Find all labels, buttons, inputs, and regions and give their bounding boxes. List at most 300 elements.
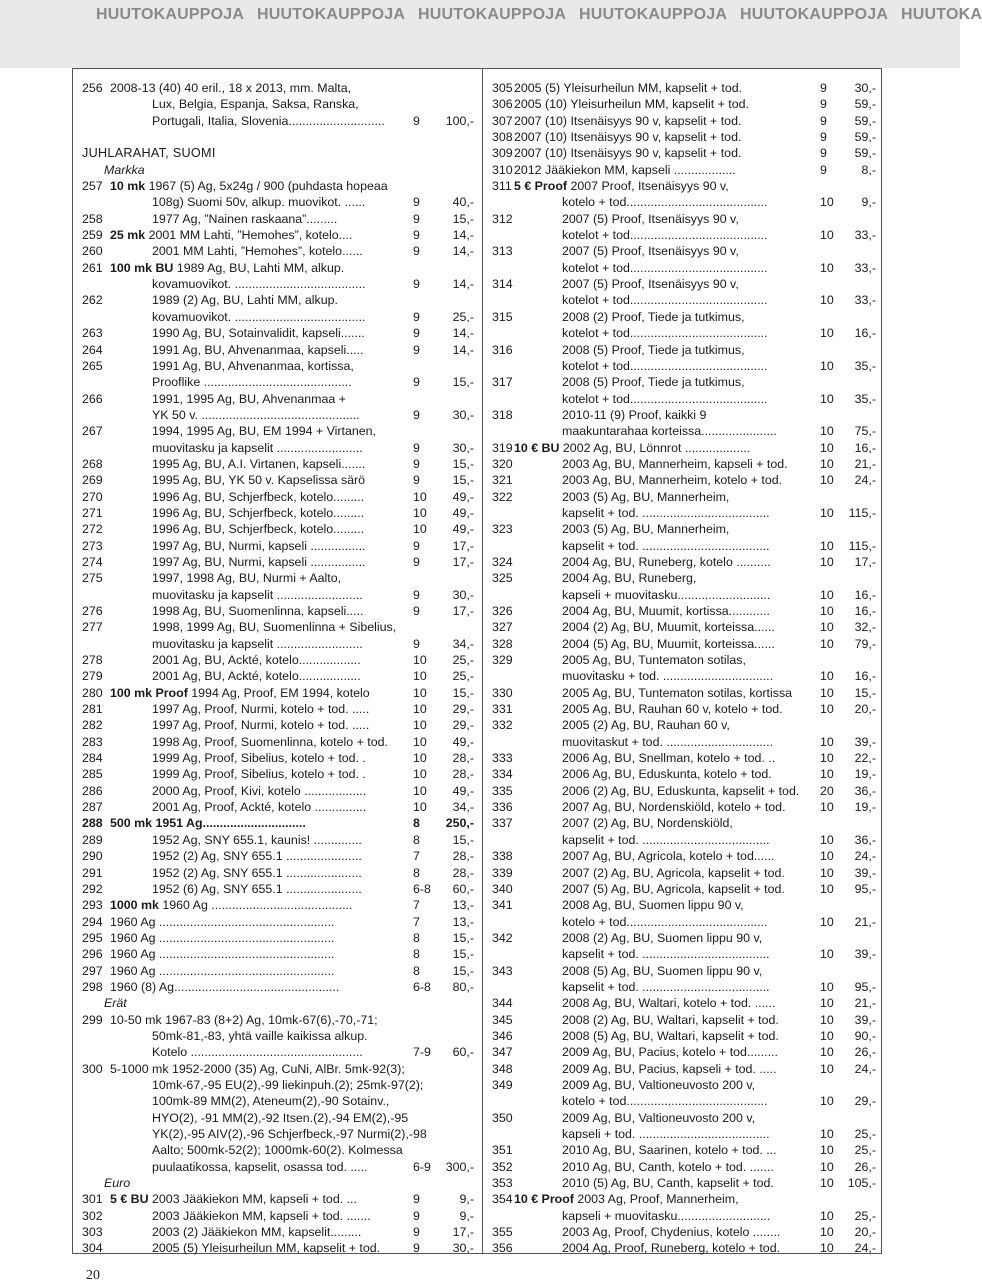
lot-row xyxy=(82,1061,474,1077)
lot-description-text: puulaatikossa, kapselit, osassa tod. ..... xyxy=(152,1159,368,1174)
lot-description-text: 1998, 1999 Ag, BU, Suomenlinna + Sibelius, xyxy=(152,620,397,635)
lot-condition: 10 xyxy=(413,800,427,815)
lot-description xyxy=(562,685,832,701)
lot-description xyxy=(562,358,832,374)
lot-condition: 10 xyxy=(413,751,427,766)
lot-description-text: 100mk-89 MM(2), Ateneum(2),-90 Sotainv., xyxy=(152,1094,390,1109)
lot-row-continuation xyxy=(492,391,876,407)
lot-description-text: .............................. xyxy=(202,816,306,831)
lot-row xyxy=(82,391,474,407)
lot-description xyxy=(152,750,420,766)
lot-row-continuation xyxy=(82,1093,474,1109)
lot-row xyxy=(492,243,876,259)
lot-number: 285 xyxy=(82,767,103,782)
lot-number: 309 xyxy=(492,146,513,161)
lot-price: 19,- xyxy=(854,800,876,815)
lot-description-text: 1960 Ag ................................................... xyxy=(110,914,335,929)
lot-description-text: 108g) Suomi 50v, alkup. muovikot. ...... xyxy=(152,195,366,210)
lot-description xyxy=(152,489,420,505)
lot-number: 299 xyxy=(82,1012,103,1027)
lot-price: 16,- xyxy=(854,326,876,341)
lot-description xyxy=(152,717,420,733)
lot-number: 287 xyxy=(82,800,103,815)
lot-price: 29,- xyxy=(452,702,474,717)
lot-price: 16,- xyxy=(854,604,876,618)
lot-row xyxy=(82,603,474,619)
lot-description xyxy=(152,1044,420,1060)
lot-description-text: muovitasku + tod. ................................ xyxy=(562,669,774,684)
lot-description-text: YK(2),-95 AIV(2),-96 Schjerfbeck,-97 Nurmi(2),-98 xyxy=(152,1127,427,1141)
lot-number: 322 xyxy=(492,489,513,504)
lot-condition: 9 xyxy=(820,130,827,145)
lot-description-text: 1998 Ag, BU, Suomenlinna, kapseli..... xyxy=(152,604,364,618)
lot-description xyxy=(562,946,832,962)
lot-number: 329 xyxy=(492,653,513,668)
lot-row xyxy=(492,701,876,717)
lot-row-continuation xyxy=(82,113,474,129)
lot-price: 14,- xyxy=(452,228,474,243)
lot-condition: 10 xyxy=(820,391,834,406)
lot-condition: 10 xyxy=(413,653,427,668)
lot-description xyxy=(152,587,420,603)
denomination-label: 10 € BU xyxy=(514,440,560,455)
lot-description-text: 2008 Ag, BU, Waltari, kotelo + tod. ...... xyxy=(562,996,776,1011)
lot-row xyxy=(492,1175,876,1191)
lot-description xyxy=(562,1159,832,1175)
lot-description-text: kotelo + tod......................................... xyxy=(562,195,768,210)
lot-description-text: 1999 Ag, Proof, Sibelius, kotelo + tod. . xyxy=(152,767,366,782)
lot-description-text: 2009 Ag, BU, Pacius, kapseli + tod. ..... xyxy=(562,1061,777,1076)
lot-condition: 6-8 xyxy=(413,979,431,994)
lot-description-text: 1996 Ag, BU, Schjerfbeck, kotelo......... xyxy=(152,489,365,504)
lot-condition: 10 xyxy=(820,358,834,373)
lot-number: 297 xyxy=(82,963,103,978)
lot-description xyxy=(562,538,832,554)
lot-description xyxy=(514,162,832,178)
lot-condition: 6-9 xyxy=(413,1159,431,1174)
lot-row xyxy=(82,848,474,864)
lot-number: 301 xyxy=(82,1192,103,1207)
lot-description xyxy=(562,881,832,897)
lot-row xyxy=(82,489,474,505)
lot-condition: 10 xyxy=(820,260,834,275)
lot-condition: 10 xyxy=(820,424,834,439)
lot-description xyxy=(562,750,832,766)
lot-description-text: 2003 Jääkiekon MM, kapseli + tod. ... xyxy=(148,1192,357,1207)
lot-row xyxy=(492,1061,876,1077)
lot-description-text: 2005 (5) Yleisurheilun MM, kapselit + tod. xyxy=(152,1241,381,1256)
lot-row xyxy=(492,1012,876,1028)
lot-description-text: 2003 Ag, Proof, Chydenius, kotelo ........ xyxy=(562,1225,781,1240)
denomination-label: 100 mk Proof xyxy=(110,685,188,700)
lot-description-text: 2001 MM Lahti, ”Hemohes”, kotelo.... xyxy=(145,228,353,243)
lot-condition: 9 xyxy=(820,113,827,128)
lot-row xyxy=(82,342,474,358)
lot-row-continuation xyxy=(492,914,876,930)
lot-price: 17,- xyxy=(452,554,474,569)
lot-number: 292 xyxy=(82,881,103,896)
lot-description xyxy=(152,1077,424,1093)
lot-row xyxy=(492,1110,876,1126)
lot-description xyxy=(152,407,420,423)
lot-price: 16,- xyxy=(854,587,876,602)
lot-description xyxy=(514,80,832,96)
lot-description xyxy=(562,636,832,652)
lot-price: 30,- xyxy=(854,81,876,95)
lot-description xyxy=(562,211,832,227)
lot-price: 15,- xyxy=(452,473,474,488)
lot-row xyxy=(82,80,474,96)
lot-description xyxy=(562,603,832,619)
subsection-label xyxy=(82,1175,474,1191)
lot-description-text: 2003 (5) Ag, BU, Mannerheim, xyxy=(562,522,730,537)
lot-row xyxy=(492,1224,876,1240)
lot-description xyxy=(152,538,420,554)
lot-description-text: 2010 Ag, BU, Canth, kotelo + tod. ....... xyxy=(562,1159,774,1174)
lot-description xyxy=(562,1110,832,1126)
lot-description-text: 2008 (5) Proof, Tiede ja tutkimus, xyxy=(562,375,745,390)
lot-description-text: 2007 Proof, Itsenäisyys 90 v, xyxy=(567,179,729,194)
lot-number: 327 xyxy=(492,620,513,635)
denomination-label: 25 mk xyxy=(110,228,146,243)
lot-description-text: 2007 (2) Ag, BU, Nordenskiöld, xyxy=(562,816,733,831)
lot-description-text: muovitasku ja kapselit ......................... xyxy=(152,587,363,602)
lot-row xyxy=(492,881,876,897)
lot-description xyxy=(562,717,832,733)
lot-price: 14,- xyxy=(452,244,474,259)
lot-description-text: 2004 (2) Ag, BU, Muumit, korteissa...... xyxy=(562,620,775,635)
lot-description-text: 1999 Ag, Proof, Sibelius, kotelo + tod. . xyxy=(152,751,366,766)
lot-price: 15,- xyxy=(452,947,474,962)
lot-description-text: 2008 (2) Proof, Tiede ja tutkimus, xyxy=(562,309,745,324)
lot-condition: 7 xyxy=(413,849,420,864)
lot-row xyxy=(492,1028,876,1044)
lot-description xyxy=(562,587,832,603)
lot-condition: 9 xyxy=(413,604,420,618)
lot-number: 305 xyxy=(492,81,513,95)
lot-row xyxy=(82,1012,474,1028)
lot-description-text: 2008 (5) Ag, BU, Suomen lippu 90 v, xyxy=(562,963,763,978)
lot-description-text: 1998 Ag, Proof, Suomenlinna, kotelo + tod. xyxy=(152,734,388,749)
lot-number: 334 xyxy=(492,767,513,782)
lot-number: 333 xyxy=(492,751,513,766)
lot-condition: 10 xyxy=(820,620,834,635)
lot-price: 36,- xyxy=(854,832,876,847)
lot-row-continuation xyxy=(492,734,876,750)
lot-description-text: 2010-11 (9) Proof, kaikki 9 xyxy=(562,407,707,422)
lot-price: 16,- xyxy=(854,669,876,684)
lot-price: 30,- xyxy=(452,440,474,455)
lot-description xyxy=(152,783,420,799)
denomination-label: 10 € Proof xyxy=(514,1192,574,1207)
lot-number: 335 xyxy=(492,783,513,798)
lot-row xyxy=(82,783,474,799)
lot-description-text: HYO(2), -91 MM(2),-92 Itsen.(2),-94 EM(2),-95 xyxy=(152,1110,409,1125)
lot-description xyxy=(514,145,832,161)
lot-description xyxy=(152,848,420,864)
lot-row xyxy=(492,145,876,161)
lot-row-continuation xyxy=(82,309,474,325)
lot-description-text: Portugali, Italia, Slovenia............................ xyxy=(152,113,385,128)
lot-description-text: 2009 Ag, BU, Pacius, kotelo + tod......... xyxy=(562,1045,778,1060)
lot-description-text: 2003 Ag, BU, Mannerheim, kotelo + tod. xyxy=(562,473,783,488)
lot-condition: 10 xyxy=(820,979,834,994)
lot-condition: 10 xyxy=(820,440,834,455)
lot-description xyxy=(110,946,420,962)
lot-description-text: maakuntarahaa korteissa...................... xyxy=(562,424,777,439)
lot-row-continuation xyxy=(492,505,876,521)
lot-number: 263 xyxy=(82,326,103,341)
lot-number: 326 xyxy=(492,604,513,618)
lot-condition: 8 xyxy=(413,930,420,945)
banner-word: HUUTOKAUPPOJA xyxy=(740,6,889,23)
lot-description xyxy=(152,799,420,815)
lot-description-text: Kotelo .................................................. xyxy=(152,1045,363,1060)
lot-condition: 9 xyxy=(820,97,827,112)
lot-price: 40,- xyxy=(452,195,474,210)
lot-price: 9,- xyxy=(459,1192,474,1207)
lot-number: 281 xyxy=(82,702,103,717)
lot-row xyxy=(82,701,474,717)
lot-description xyxy=(562,783,832,799)
lot-description xyxy=(152,456,420,472)
lot-row-continuation xyxy=(492,668,876,684)
lot-description xyxy=(110,1012,420,1028)
lot-price: 39,- xyxy=(854,947,876,962)
lot-description-text: 2007 (10) Itsenäisyys 90 v, kapselit + tod. xyxy=(514,113,742,128)
lot-price: 49,- xyxy=(452,505,474,520)
lot-description-text: 2008 Ag, BU, Suomen lippu 90 v, xyxy=(562,898,744,913)
lot-description-text: 1991, 1995 Ag, BU, Ahvenanmaa + xyxy=(152,391,346,406)
lot-description xyxy=(152,865,420,881)
lot-row-continuation xyxy=(492,194,876,210)
lot-price: 17,- xyxy=(452,604,474,618)
lot-row-continuation xyxy=(82,1110,474,1126)
lot-row xyxy=(492,995,876,1011)
lot-row xyxy=(82,505,474,521)
lot-row xyxy=(82,243,474,259)
lot-number: 279 xyxy=(82,669,103,684)
section-heading xyxy=(82,145,474,161)
lot-number: 286 xyxy=(82,783,103,798)
lot-row xyxy=(82,1191,474,1207)
lot-row-continuation xyxy=(492,358,876,374)
lot-description xyxy=(110,260,420,276)
lot-description-text: 1989 (2) Ag, BU, Lahti MM, alkup. xyxy=(152,293,338,308)
lot-price: 300,- xyxy=(445,1159,474,1174)
lot-description-text: kotelot + tod........................................ xyxy=(562,391,768,406)
lot-row xyxy=(82,178,474,194)
lot-number: 304 xyxy=(82,1241,103,1256)
lot-condition: 9 xyxy=(413,1225,420,1240)
lot-condition: 10 xyxy=(820,636,834,651)
lot-description-text: 2008 (2) Ag, BU, Waltari, kapselit + tod. xyxy=(562,1012,779,1027)
lot-row xyxy=(492,80,876,96)
lot-number: 283 xyxy=(82,734,103,749)
lot-row-continuation xyxy=(492,946,876,962)
lot-description-text: 2002 Ag, BU, Lönnrot ................... xyxy=(559,440,751,455)
lot-description-text: kotelo + tod......................................... xyxy=(562,1094,768,1109)
lot-condition: 10 xyxy=(413,685,427,700)
lot-description xyxy=(562,652,832,668)
lot-description xyxy=(562,1142,832,1158)
lot-condition: 10 xyxy=(820,587,834,602)
lot-row-continuation xyxy=(82,1028,474,1044)
lot-description xyxy=(110,963,420,979)
lot-row xyxy=(492,783,876,799)
lot-row-continuation xyxy=(82,1142,474,1158)
lot-description-text: 1960 (8) Ag................................................ xyxy=(110,979,340,994)
lot-price: 24,- xyxy=(854,1241,876,1256)
lot-description xyxy=(562,325,832,341)
lot-description-text: kapselit + tod. ..................................... xyxy=(562,979,770,994)
lot-description xyxy=(152,701,420,717)
lot-description xyxy=(562,995,832,1011)
lot-condition: 8 xyxy=(413,963,420,978)
lot-description-text: 1994, 1995 Ag, BU, EM 1994 + Virtanen, xyxy=(152,424,376,439)
lot-condition: 10 xyxy=(820,734,834,749)
lot-number: 355 xyxy=(492,1225,513,1240)
lot-description-text: 2001 MM Lahti, ”Hemohes”, kotelo...... xyxy=(152,244,363,259)
lot-condition: 9 xyxy=(413,244,420,259)
lot-number: 267 xyxy=(82,424,103,439)
lot-description xyxy=(562,1208,832,1224)
lot-row-continuation xyxy=(82,407,474,423)
lot-number: 330 xyxy=(492,685,513,700)
lot-description xyxy=(562,342,832,358)
lot-description xyxy=(562,701,832,717)
lot-description xyxy=(152,472,420,488)
lot-condition: 9 xyxy=(413,326,420,341)
lot-row xyxy=(492,554,876,570)
lot-description xyxy=(562,489,832,505)
lot-row-continuation xyxy=(492,1093,876,1109)
lot-price: 15,- xyxy=(452,211,474,226)
lot-description-text: kotelot + tod........................................ xyxy=(562,228,768,243)
lot-row xyxy=(492,472,876,488)
lot-price: 8,- xyxy=(861,162,876,177)
lot-price: 105,- xyxy=(847,1176,876,1191)
lot-price: 21,- xyxy=(854,996,876,1011)
lot-description-text: 1995 Ag, BU, A.I. Virtanen, kapseli....... xyxy=(152,456,366,471)
lot-row xyxy=(82,325,474,341)
lot-price: 30,- xyxy=(452,407,474,422)
lot-description xyxy=(152,96,420,112)
lot-number: 303 xyxy=(82,1225,103,1240)
lot-description xyxy=(152,1110,420,1126)
lot-row xyxy=(492,1191,876,1207)
lot-number: 332 xyxy=(492,718,513,733)
lot-condition: 8 xyxy=(413,865,420,880)
right-column xyxy=(492,80,876,1256)
lot-price: 39,- xyxy=(854,734,876,749)
lot-description xyxy=(152,1208,420,1224)
lot-description xyxy=(152,309,420,325)
lot-number: 276 xyxy=(82,604,103,618)
lot-condition: 9 xyxy=(413,1208,420,1223)
lot-condition: 10 xyxy=(820,1028,834,1043)
lot-condition: 10 xyxy=(820,832,834,847)
lot-number: 275 xyxy=(82,571,103,586)
lot-condition: 10 xyxy=(820,849,834,864)
lot-row xyxy=(492,1240,876,1256)
lot-number: 260 xyxy=(82,244,103,259)
lot-row-continuation xyxy=(82,194,474,210)
lot-description-text: 2007 (10) Itsenäisyys 90 v, kapselit + tod. xyxy=(514,130,742,145)
lot-condition: 6-8 xyxy=(413,881,431,896)
lot-description xyxy=(562,734,832,750)
lot-number: 314 xyxy=(492,277,513,292)
lot-row xyxy=(82,815,474,831)
lot-condition: 10 xyxy=(820,1127,834,1141)
lot-price: 49,- xyxy=(452,489,474,504)
lot-number: 339 xyxy=(492,865,513,880)
lot-condition: 9 xyxy=(413,211,420,226)
lot-description-text: 1960 Ag ................................................... xyxy=(110,963,335,978)
lot-price: 21,- xyxy=(854,914,876,929)
lot-description xyxy=(562,619,832,635)
lot-number: 312 xyxy=(492,211,513,226)
lot-row xyxy=(82,358,474,374)
lot-price: 115,- xyxy=(848,538,876,553)
lot-price: 59,- xyxy=(854,97,876,112)
lot-condition: 9 xyxy=(413,277,420,292)
lot-number: 277 xyxy=(82,620,103,635)
lot-row-continuation xyxy=(492,1208,876,1224)
lot-price: 13,- xyxy=(452,914,474,929)
lot-description-text: 2001 Ag, BU, Ackté, kotelo.................. xyxy=(152,669,361,684)
lot-row-continuation xyxy=(492,325,876,341)
lot-description-text: 1996 Ag, BU, Schjerfbeck, kotelo......... xyxy=(152,505,365,520)
lot-row xyxy=(82,554,474,570)
lot-condition: 9 xyxy=(413,473,420,488)
lot-price: 20,- xyxy=(854,1225,876,1240)
lot-row xyxy=(82,211,474,227)
lot-description-text: 1952 (2) Ag, SNY 655.1 ...................... xyxy=(152,849,362,864)
lot-description xyxy=(152,766,420,782)
lot-price: 19,- xyxy=(854,767,876,782)
lot-description-text: 1997 Ag, Proof, Nurmi, kotelo + tod. ..... xyxy=(152,702,370,717)
lot-description xyxy=(110,914,420,930)
lot-number: 328 xyxy=(492,636,513,651)
lot-description-text: kovamuovikot. ...................................... xyxy=(152,309,366,324)
lot-price: 17,- xyxy=(452,538,474,553)
lot-description xyxy=(562,243,832,259)
lot-price: 25,- xyxy=(854,1127,876,1141)
lot-price: 29,- xyxy=(452,718,474,733)
lot-description xyxy=(152,194,420,210)
lot-row xyxy=(82,799,474,815)
lot-description-text: 2007 (5) Ag, BU, Agricola, kapselit + tod. xyxy=(562,881,785,896)
lot-row xyxy=(492,865,876,881)
lot-description xyxy=(152,1142,420,1158)
lot-row xyxy=(492,96,876,112)
lot-description xyxy=(152,292,420,308)
lot-description-text: 1997, 1998 Ag, BU, Nurmi + Aalto, xyxy=(152,571,342,586)
lot-row xyxy=(492,276,876,292)
lot-description-text: 1997 Ag, BU, Nurmi, kapseli ................ xyxy=(152,538,366,553)
lot-number: 313 xyxy=(492,244,513,259)
lot-price: 60,- xyxy=(452,881,474,896)
lot-description xyxy=(110,897,420,913)
lot-row xyxy=(492,1077,876,1093)
lot-description-text: 10mk-67,-95 EU(2),-99 liekinpuh.(2); 25mk-97(2); xyxy=(152,1077,424,1092)
lot-description-text: 2006 (2) Ag, BU, Eduskunta, kapselit + tod. xyxy=(562,783,800,798)
lot-description-text: 2008 (5) Ag, BU, Waltari, kapselit + tod. xyxy=(562,1028,779,1043)
lot-price: 90,- xyxy=(854,1028,876,1043)
lot-price: 59,- xyxy=(854,130,876,145)
lot-description xyxy=(152,832,420,848)
